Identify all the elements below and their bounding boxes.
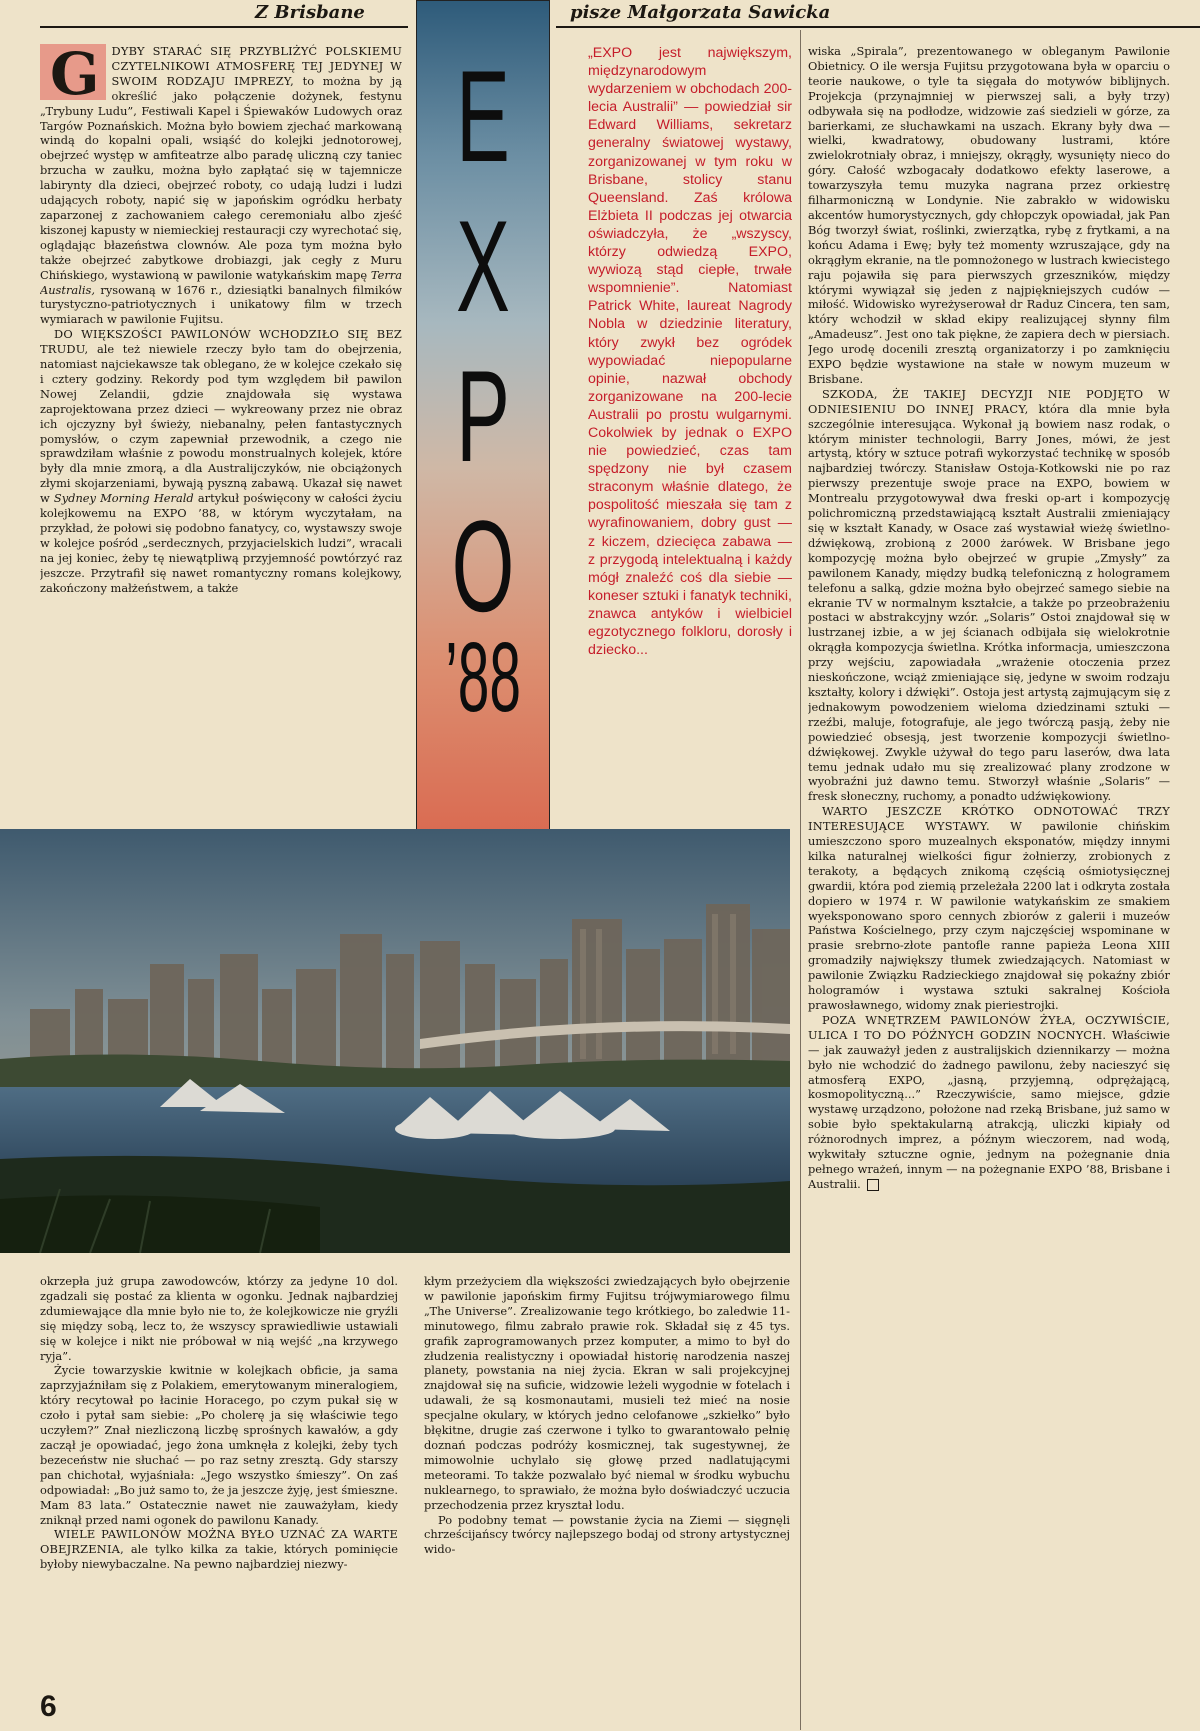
banner-letter-o: O xyxy=(451,493,515,639)
paragraph-2-end: artykuł poświęcony w całości życiu kolejkowemu na EXPO ’88, w którym wyczytałam, na przykład, że połowi się podobno fanatycy, co, wystawszy swoje w kolejce pośród „serdecznych, przyjacielskich ludzi”, wracali na jej koniec, żeby tę niewątpliwą przyjemność powtórzyć raz jeszcze. Przytrafił się nawet romantyczny romans kolejkowy, zakończony małżeństwem, a także xyxy=(40,491,402,595)
lead-heading-col4-4: POZA WNĘTRZEM PAWILONÓW ŻYŁA, OCZYWIŚCIE, ULICA I TO DO PÓŹNYCH GODZIN NOCNYCH. xyxy=(808,1012,1170,1042)
paragraph-col4-2: która dla mnie była szczególnie interesująca. Wykonał ją bowiem nasz rodak, o którym minister technologii, Barry Jones, mówi, że jest artystą, który w sztuce potrafi wykorzystać technikę w sposób najbardziej twórczy. Stanisław Ostoja-Kotkowski nie po raz pierwszy prezentuje swoje prace na EXPO, bowiem w Montrealu przygotowywał dwa freski op-art i kompozycję polichromiczną przedstawiającą kształt Australii zmieniający się w kształt Kanady, w Osace zaś wystawiał wieżę świetlno-dźwiękową, zrobioną z 2000 żarówek. W Brisbane jego kompozycję można było obejrzeć w grupie „Zmysły” za pawilonem Kanady, między budką telefoniczną z hologramem telefonu a salką, gdzie można było obejrzeć samego siebie na ekranie TV w normalnym kształcie, a także po przeobrażeniu postaci w abstrakcyjny wzór. „Solaris” Ostoi znajdował się w lustrzanej izbie, a w jej ścianach odbijała się wielokrotnie okrągła kompozycja świetlna. Krótka informacja, umieszczona przy wejściu, zapowiadała „wrażenie otoczenia przez nieskończone, wciąż zmieniające się, jedyne w swoim rodzaju kształty, kolory i dźwięki”. Ostoja jest artystą zajmującym się z jednakowym powodzeniem wieloma dziedzinami sztuki — rzeźbi, maluje, fotografuje, ale jego twórczą pasją, żeby nie powiedzieć obsesją, jest tworzenie kompozycji świetlno-dźwiękowej. Zwykle używał do tego paru laserów, dwa lata temu jednak udało mu się zrealizować plany zrodzone w wyobraźni już dawno temu. Stworzył właśnie „Solaris” — fresk słoneczny, ruchomy, a ponadto udźwiękowiony. xyxy=(808,401,1170,804)
expo-banner xyxy=(416,0,550,850)
paragraph-col4-4: Właściwie — jak zauważył jeden z australijskich dziennikarzy — można było nie wchodzić do żadnego pawilonu, żeby nacieszyć się atmosferą EXPO, „jasną, przyjemną, odprężającą, kosmopolityczną...” Rzeczywiście, samo miejsce, gdzie wystawę urządzono, położone nad rzeką Brisbane, już samo w sobie było spektakularną atrakcją, uliczki kipiały od różnorodnych imprez, a późnym wieczorem, nad wodą, wykwitały sztuczne ognie, jednym na pożegnanie dnia pełnego wrażeń, innym — na pożegnanie EXPO ’88, Brisbane i Australii. xyxy=(808,1027,1170,1191)
paragraph-bottom-left-1: okrzepła już grupa zawodowców, którzy za jedyne 10 dol. zgadzali się postać za klienta w ogonku. Jednak najbardziej zdumiewające dla mnie było nie to, że kolejkowicze nie gryźli się między sobą, lecz to, że wszyscy sprawiedliwie ustawiali się w kolejce i nikt nie próbował w nią wejść „na krzywego ryja”. xyxy=(40,1274,398,1363)
article-column-1 xyxy=(40,44,402,826)
lead-heading-col4-3: WARTO JESZCZE KRÓTKO ODNOTOWAĆ TRZY INTERESUJĄCE WYSTAWY. xyxy=(808,804,1170,834)
paragraph-2: ale też niewiele rzeczy było tam do obejrzenia, natomiast najciekawsze tak oblegano, że w kolejce czekało się i cztery godziny. Rekordy pod tym względem bił pawilon Nowej Zelandii, gdzie znajdowała się wystawa zaprojektowana przez dzieci — wykreowany przez nie obraz ich ojczyzny był świeży, niebanalny, pełen fantastycznych pomysłów, o czym zapewniał przewodnik, a czego nie sprawdziłam właśnie z powodu monstrualnych kolejek, które były dla mnie zmorą, a dla Australijczyków, nie obciążonych złymi skojarzeniami, bywają pyszną zabawą. Ukazał się nawet w xyxy=(40,342,402,506)
page-number: 6 xyxy=(40,1690,57,1723)
banner-letter-x: X xyxy=(456,193,510,339)
article-column-4 xyxy=(808,44,1170,1682)
lead-heading-2: DO WIĘKSZOŚCI PAWILONÓW WCHODZIŁO SIĘ BEZ TRUDU, xyxy=(40,327,402,357)
article-bottom-left xyxy=(40,1274,398,1684)
column-divider xyxy=(800,30,801,1730)
italic-terra-australis: Terra Australis, xyxy=(40,267,402,297)
paragraph-bottom-left-2: Życie towarzyskie kwitnie w kolejkach obficie, ja sama zaprzyjaźniłam się z Polakiem, emerytowanym mineralogiem, który recytował po łacinie Horacego, po czym pukał się w czoło i pytał sam siebie: „Po cholerę ja się właściwie tego uczyłem?” Znał niezliczoną liczbę sprośnych kawałów, a gdy zaczął je opowiadać, jego żona umknęła z kolejki, żeby tych bezeceństw nie słuchać — po raz setny zresztą. Gdy starszy pan chichotał, wyjaśniała: „Jego wszystko śmieszy”. On zaś odpowiadał: „Bo już samo to, że ja jeszcze żyję, jest śmieszne. Mam 83 lata.” Ostatecznie nawet nie zauważyłam, kiedy zniknął przed nami ogonek do pawilonu Kanady. xyxy=(40,1363,398,1527)
banner-year: ’88 xyxy=(445,622,521,732)
lead-heading-bottom-left-3: WIELE PAWILONÓW MOŻNA BYŁO UZNAĆ ZA WARTE OBEJRZENIA, xyxy=(40,1527,398,1557)
header-rule-left xyxy=(40,26,408,28)
paragraph-1: to można by ją określić jako połączenie dożynek, festynu „Trybuny Ludu”, Festiwali Kapel i Śpiewaków Ludowych oraz Targów Poznańskich. Można było bowiem zjechać markowaną windą do kopalni opali, wsiąść do kolejki jednotorowej, obejrzeć występ w amfiteatrze albo paradę uliczną czy taniec brzucha w zaułku, można było zapłątać się w tajemnicze labirynty dla dzieci, obejrzeć roboty, co udają ludzi i ludzi udających roboty, napić się w japońskim ogródku herbaty zaparzonej z zachowaniem całego ceremoniału albo zjeść kiszonej kapusty w niemieckiej restauracji czy wyrechotać się, oglądając błazeństwa clownów. Ale poza tym można było także obejrzeć zabytkowe drobiazgi, jak cegły z Muru Chińskiego, wystawioną w pawilonie watykańskim mapę xyxy=(40,73,402,282)
brisbane-skyline-photo xyxy=(0,829,790,1253)
paragraph-bottom-left-3: ale tylko kilka za takie, których pominięcie byłoby niewybaczalne. Na pewno najbardziej niezwy- xyxy=(40,1542,398,1572)
header-location: Z Brisbane xyxy=(255,2,365,23)
paragraph-col4-1: wiska „Spirala”, prezentowanego w obleganym Pawilonie Obietnicy. O ile wersja Fujitsu przygotowana była w oparciu o teorie naukowe, o tyle ta sięgała do motywów biblijnych. Projekcja (przynajmniej w pierwszej sali, a były trzy) odbywała się na podłodze, widzowie zaś siedzieli w górze, za barierkami, ze słuchawkami na uszach. Ekrany były dwa — wielki, kwadratowy, obudowany lustrami, które zwielokrotniały obraz, i mniejszy, okrągły, wysunięty nieco do góry. Całość wzbogacały dodatkowo efekty laserowe, a towarzyszyła temu muzyka nagrana przez orkiestrę filharmoniczną w Londynie. Nie zabrakło w widowisku akcentów humorystycznych, gdy chłopczyk opowiadał, jak Pan Bóg tworzył świat, roślinki, zwierzątka, rybę z frytkami, a na końcu Adama i Ewę; były też momenty wzruszające, gdy na okrągłym ekranie, na tle pomnożonego w lustrach kwiecistego raju pojawiła się para pierwszych grzeszników, między którymi wywiązał się jeden z najpiękniejszych cudów — miłość. Widowisko wyreżyserował dr Raduz Cincera, ten sam, który wchodził w skład ekipy realizującej słynny film „Amadeusz”. Jest ono tak piękne, że zapiera dech w piersiach. Jego urodę docenili zresztą organizatorzy i po zamknięciu EXPO będzie wystawione na stałe w nowym muzeum w Brisbane. xyxy=(808,44,1170,386)
paragraph-bottom-mid-2: Po podobny temat — powstanie życia na Ziemi — sięgnęli chrześcijańscy twórcy najlepszego bodaj od strony artystycznej wido- xyxy=(424,1512,790,1557)
paragraph-col4-3: W pawilonie chińskim umieszczono sporo muzealnych eksponatów, między innymi kilka naturalnej wielkości figur żołnierzy, zrobionych z terakoty, a będących znikomą częścią ośmiotysięcznej gwardii, która pod ziemią przeleżała 2200 lat i odkryta została dopiero w 1974 r. W pawilonie watykańskim ze smakiem wyeksponowano sporo cennych zbiorów z galerii i muzeów Państwa Kościelnego, przy czym najczęściej wspominane w prasie srebrno-złote pantofle ranne papieża Leona XIII gromadziły największy tłumek zwiedzających. Natomiast w pawilonie Związku Radzieckiego znajdował się pokaźny zbiór hologramów i wystawa sztuki sakralnej Kościoła prawosławnego, widomy znak pieriestrojki. xyxy=(808,819,1170,1012)
paragraph-1-end: rysowaną w 1676 r., dziesiątki banalnych filmików turystyczno-patriotycznych i unikatowy film w trzech wymiarach w pawilonie Fujitsu. xyxy=(40,282,402,327)
lead-heading-1: DYBY STARAĆ SIĘ PRZYBLIŻYĆ POLSKIEMU CZYTELNIKOWI ATMOSFERĘ TEJ JEDYNEJ W SWOIM RODZAJU IMPREZY, xyxy=(111,44,402,88)
header-rule-right xyxy=(556,26,1200,28)
drop-cap: G xyxy=(40,44,106,100)
paragraph-bottom-mid-1: kłym przeżyciem dla większości zwiedzających było obejrzenie w pawilonie japońskim firmy Fujitsu trójwymiarowego filmu „The Universe”. Zrealizowanie tego krótkiego, bo zaledwie 11-minutowego, filmu zabrało prawie rok. Składał się z 45 tys. grafik zaprogramowanych przez komputer, a mimo to był do złudzenia realistyczny i opowiadał historię narodzenia naszej planety, powstania na niej życia. Ekran w sali projekcyjnej znajdował się na suficie, widzowie leżeli wygodnie w fotelach i udawali, że są kosmonautami, musieli też mieć na nosie specjalne okulary, w których jedno celofanowe „szkiełko” było błękitne, drugie zaś czerwone i tylko to gwarantowało pełnię doznań podczas podróży kosmicznej, tak sugestywnej, że mimowolnie uchylało się głowę przed nadlatującymi meteorami. To także pozwalało być niemal w środku wybuchu nuklearnego, to sprawiało, że można było doświadczyć uczucia przechodzenia przez kryształ lodu. xyxy=(424,1274,790,1512)
end-mark xyxy=(867,1179,879,1191)
lead-heading-col4-2: SZKODA, ŻE TAKIEJ DECYZJI NIE PODJĘTO W ODNIESIENIU DO INNEJ PRACY, xyxy=(808,386,1170,416)
banner-letter-p: P xyxy=(456,343,510,489)
banner-letter-e: E xyxy=(456,43,510,189)
article-bottom-middle xyxy=(424,1274,790,1684)
highlight-red-column: „EXPO jest największym, międzynarodowym wydarzeniem w obchodach 200-lecia Australii” — powiedział sir Edward Williams, sekretarz generalny światowej wystawy, zorganizowanej w tym roku w Brisbane, stolicy stanu Queensland. Zaś królowa Elżbieta II podczas jej otwarcia oświadczyła, że „wszyscy, którzy odwiedzą EXPO, wywiozą stąd ciepłe, trwałe wspomnienie”. Natomiast Patrick White, laureat Nagrody Nobla w dziedzinie literatury, który zwykł bez ogródek wypowiadać niepopularne opinie, nazwał obchody zorganizowane na 200-lecie Australii po prostu wulgarnymi. Cokolwiek by jednak o EXPO nie powiedzieć, czas tam spędzony nie był czasem straconym właśnie dlatego, że pospolitość mieszała się tam z wyrafinowaniem, dobry gust — z kiczem, dziecięca zabawa — z przygodą intelektualną i każdy mógł znaleźć coś dla siebie — koneser sztuki i fanatyk techniki, znawca antyków i wielbiciel egzotycznego folkloru, dorosły i dziecko... xyxy=(588,45,792,659)
italic-newspaper-title: Sydney Morning Herald xyxy=(53,491,194,506)
header-byline: pisze Małgorzata Sawicka xyxy=(570,2,831,23)
